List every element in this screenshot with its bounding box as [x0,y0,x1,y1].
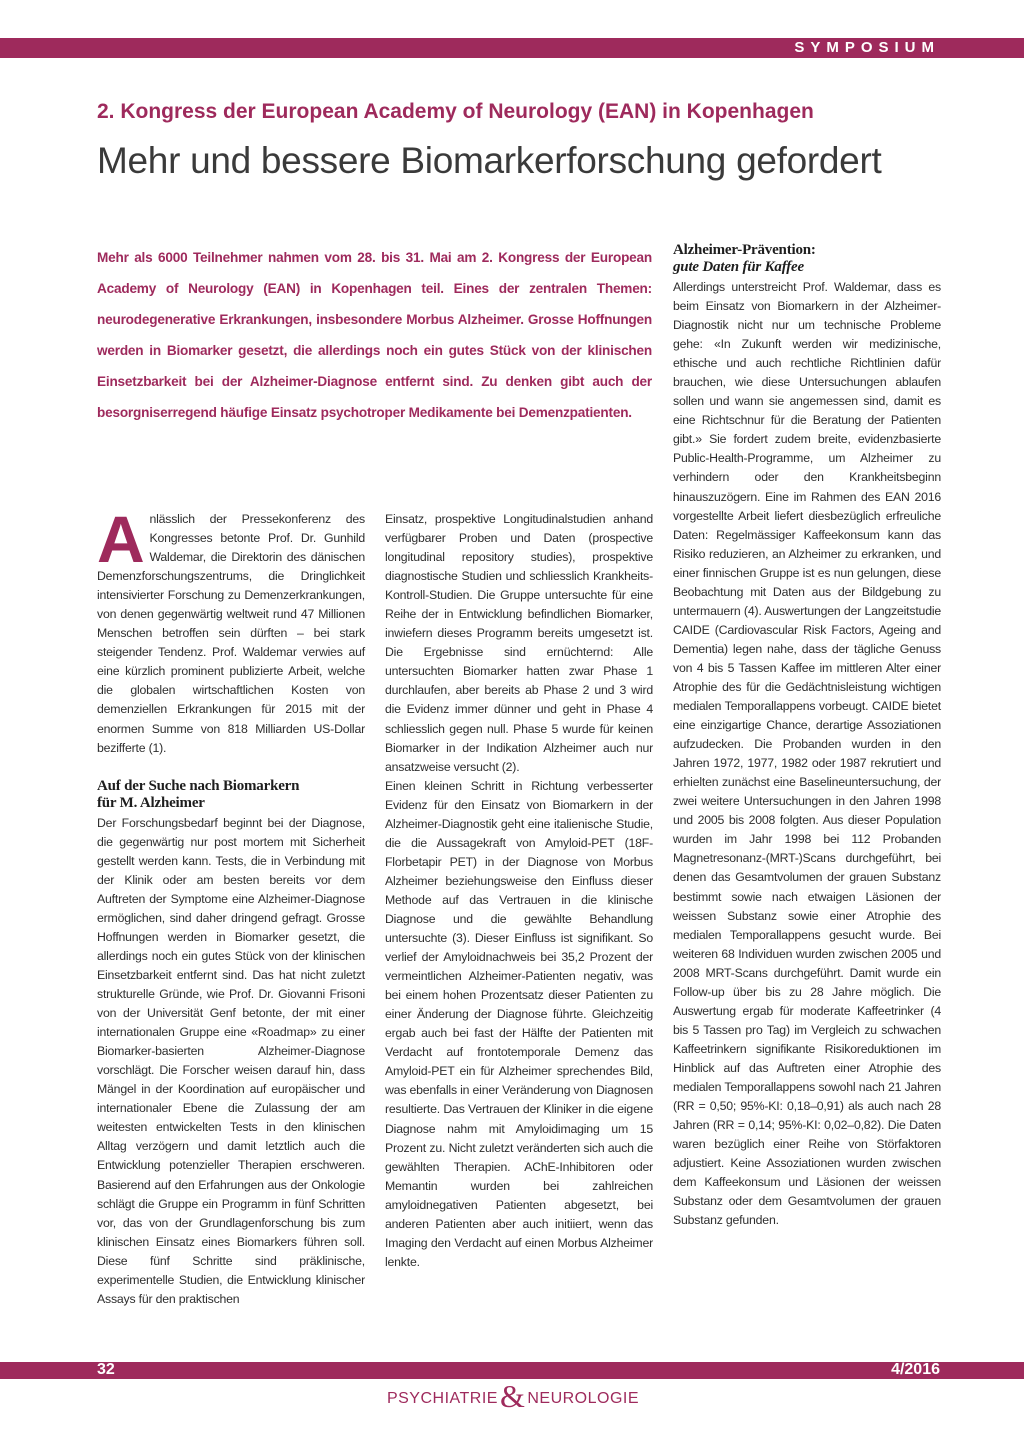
body-paragraph: Einsatz, prospektive Longitudinalstudien anhand verfügbarer Proben und Daten (prospective longitudinal repository studies), prospektive diagnostische Studien und schliesslich Krankheits-Kontroll-Studien. Die Gruppe untersuchte für eine Reihe der in Entwicklung befindlichen Biomarker, inwiefern dieses Programm bereits umgesetzt ist. Die Ergebnisse sind ernüchternd: Alle untersuchten Biomarker hatten zwar Phase 1 durchlaufen, aber bereits ab Phase 2 und 3 wird die Evidenz immer dünner und geht in Phase 4 schliesslich gegen null. Phase 5 wurde für keinen Biomarker in der Indikation Alzheimer auch nur ansatzweise versucht (2). [385,512,653,774]
intro-paragraph [97,502,365,758]
subheading-line: Alzheimer-Prävention: [673,242,816,258]
body-paragraph: Der Forschungsbedarf beginnt bei der Diagnose, die gegenwärtig nur post mortem mit Sicherheit gestellt werden kann. Tests, die in Verbindung mit der Klinik oder am besten bereits vor dem Auftreten der Symptome eine Alzheimer-Diagnose ermöglichen, sind daher dringend gefragt. Grosse Hoffnungen werden in Biomarker gesetzt, die allerdings noch ein gutes Stück von der klinischen Einsetzbarkeit entfernt sind. Das hat nicht zuletzt strukturelle Gründe, wie Prof. Dr. Giovanni Frisoni von der Universität Genf betonte, der mit einer internationalen Gruppe eine «Roadmap» zu einer Biomarker-basierten Alzheimer-Diagnose vorschlägt. Die Forscher weisen darauf hin, dass Mängel in der Koordination auf europäischer und internationaler Ebene die Zulassung der am weitesten entwickelten Tests in den klinischen Alltag verzögern und damit letztlich auch die Entwicklung potenzieller Therapien erschweren. Basierend auf den Erfahrungen aus der Onkologie schlägt die Gruppe ein Programm in fünf Schritten vor, das von der Grundlagenforschung bis zum klinischen Einsatz eines Biomarkers führen soll. Diese fünf Schritte sind präklinische, experimentelle Studien, die Entwicklung klinischer Assays für den praktischen [97,815,365,1306]
logo-right: NEUROLOGIE [527,1390,640,1407]
section-label: SYMPOSIUM [794,39,940,56]
article-headline: Mehr und bessere Biomarkerforschung gefordert [97,140,882,181]
column-3 [673,242,941,1230]
subheading-line: gute Daten für Kaffee [673,259,804,275]
logo-left: PSYCHIATRIE [386,1390,498,1407]
journal-logo [385,1379,641,1419]
subheading-line: Auf der Suche nach Biomarkern [97,777,300,794]
footer-bar [0,1362,1024,1379]
subheading-line: für M. Alzheimer [97,794,205,811]
body-paragraph: Einen kleinen Schritt in Richtung verbesserter Evidenz für den Einsatz von Biomarkern in der Alzheimer-Diagnostik geht eine italienische Studie, die die Aussagekraft von Amyloid-PET (18F-Florbetapir PET) in der Diagnose von Morbus Alzheimer beziehungsweise den Einfluss dieser Methode auf das Vertrauen in die klinische Diagnose und die gewählte Behandlung untersuchte (3). Dieser Einfluss ist signifikant. So verlief der Amyloidnachweis bei 35,2 Prozent der vermeintlichen Alzheimer-Patienten negativ, was bei einem hohen Prozentsatz dieser Patienten zu einer Änderung der Diagnose führte. Gleichzeitig ergab auch bei fast der Hälfte der Patienten mit Verdacht auf frontotemporale Demenz das Amyloid-PET ein für Alzheimer sprechendes Bild, was ebenfalls in einer Veränderung von Diagnosen resultierte. Das Vertrauen der Kliniker in die eigene Diagnose nahm mit Amyloidimaging um 15 Prozent zu. Nicht zuletzt veränderten sich auch die gewählten Therapien. AChE-Inhibitoren oder Memantin wurden bei zahlreichen amyloidnegativen Patienten abgesetzt, bei anderen Patienten aber auch initiiert, wenn das Imaging den Verdacht auf einen Morbus Alzheimer lenkte. [385,778,653,1269]
intro-text: nlässlich der Pressekonferenz des Kongresses betonte Prof. Dr. Gunhild Waldemar, die Direktorin des dänischen Demenzforschungszentrums, die Dringlichkeit intensivierter Forschung zu Demenzerkrankungen, von denen gegenwärtig weltweit rund 47 Millionen Menschen betroffen sein dürften – bei stark steigender Tendenz. Prof. Waldemar verwies auf eine kürzlich prominent publizierte Arbeit, welche die globalen wirtschaftlichen Kosten von demenziellen Erkrankungen für 2015 mit der enormen Summe von 818 Milliarden US-Dollar bezifferte (1). [97,512,365,755]
page-number: 32 [97,1361,115,1378]
article-kicker: 2. Kongress der European Academy of Neurology (EAN) in Kopenhagen [97,100,814,123]
article-lead: Mehr als 6000 Teilnehmer nahmen vom 28. bis 31. Mai am 2. Kongress der European Academy of Neurology (EAN) in Kopenhagen teil. Eines der zentralen Themen: neurodegenerative Erkrankungen, insbesondere Morbus Alzheimer. Grosse Hoffnungen werden in Biomarker gesetzt, die allerdings noch ein gutes Stück von der klinischen Einsetzbarkeit bei der Alzheimer-Diagnose entfernt sind. Zu denken gibt auch der besorgniserregend häufige Einsatz psychotroper Medikamente bei Demenzpatienten. [97,250,652,420]
subheading-prevention [673,242,941,276]
body-paragraph: Allerdings unterstreicht Prof. Waldemar, dass es beim Einsatz von Biomarkern in der Alzheimer-Diagnostik nicht nur um technische Probleme gehe: «In Zukunft werden wir medizinische, ethische und auch rechtliche Richtlinien dafür brauchen, wie diese Untersuchungen ablaufen sollen und wann sie angemessen sind, damit es eine Richtschnur für die Beratung der Patienten gibt.» Sie fordert zudem breite, evidenzbasierte Public-Health-Programme, um Alzheimer zu verhindern oder den Krankheitsbeginn hinauszuzögern. Eine im Rahmen des EAN 2016 vorgestellte Arbeit liefert diesbezüglich erfreuliche Daten: Regelmässiger Kaffeekonsum kann das Risiko reduzieren, an Alzheimer zu erkranken, und einer finnischen Gruppe ist es nun gelungen, diese Beobachtung mit Daten aus der Bildgebung zu untermauern (4). Auswertungen der Langzeitstudie CAIDE (Cardiovascular Risk Factors, Ageing and Dementia) legen nahe, dass der tägliche Genuss von 4 bis 5 Tassen Kaffee im mittleren Alter einer Atrophie des für die Gedächtnisleistung wichtigen medialen Temporallappens vorbeugt. CAIDE bietet eine einzigartige Chance, derartige Assoziationen aufzudecken. Die Probanden wurden in den Jahren 1972, 1977, 1982 oder 1987 rekrutiert und erhielten zunächst eine Baselineuntersuchung, der zwei weitere Untersuchungen in den Jahren 1998 und 2005 bis 2008 folgten. Aus dieser Population wurden im Jahr 1998 bei 112 Probanden Magnetresonanz-(MRT-)Scans durchgeführt, bei denen das Gesamtvolumen der grauen Substanz bestimmt sowie nach etwaigen Läsionen der weissen Substanz sowie einer Atrophie des medialen Temporallappens gesucht wurde. Bei weiteren 68 Individuen wurden zwischen 2005 und 2008 MRT-Scans durchgeführt. Damit wurde ein Follow-up über bis zu 28 Jahre möglich. Die Auswertung ergab für moderate Kaffeetrinker (4 bis 5 Tassen pro Tag) im Vergleich zu schwachen Kaffeetrinkern signifikante Risikoreduktionen im Hinblick auf das Auftreten einer Atrophie des medialen Temporallappens sowohl nach 21 Jahren (RR = 0,50; 95%-KI: 0,18–0,91) als auch nach 28 Jahren (RR = 0,14; 95%-KI: 0,02–0,82). Die Daten waren bezüglich einer Reihe von Störfaktoren adjustiert. Keine Assoziationen wurden zwischen dem Kaffeekonsum und Läsionen der weissen Substanz oder dem Gesamtvolumen der grauen Substanz gefunden. [673,280,941,1228]
section-bar [0,38,1024,58]
column-2 [385,510,653,1272]
column-1 [97,502,365,1309]
issue-number: 4/2016 [891,1361,940,1378]
drop-cap: A [97,502,145,576]
subheading-biomarker [97,778,365,812]
logo-ampersand: & [499,1378,526,1414]
